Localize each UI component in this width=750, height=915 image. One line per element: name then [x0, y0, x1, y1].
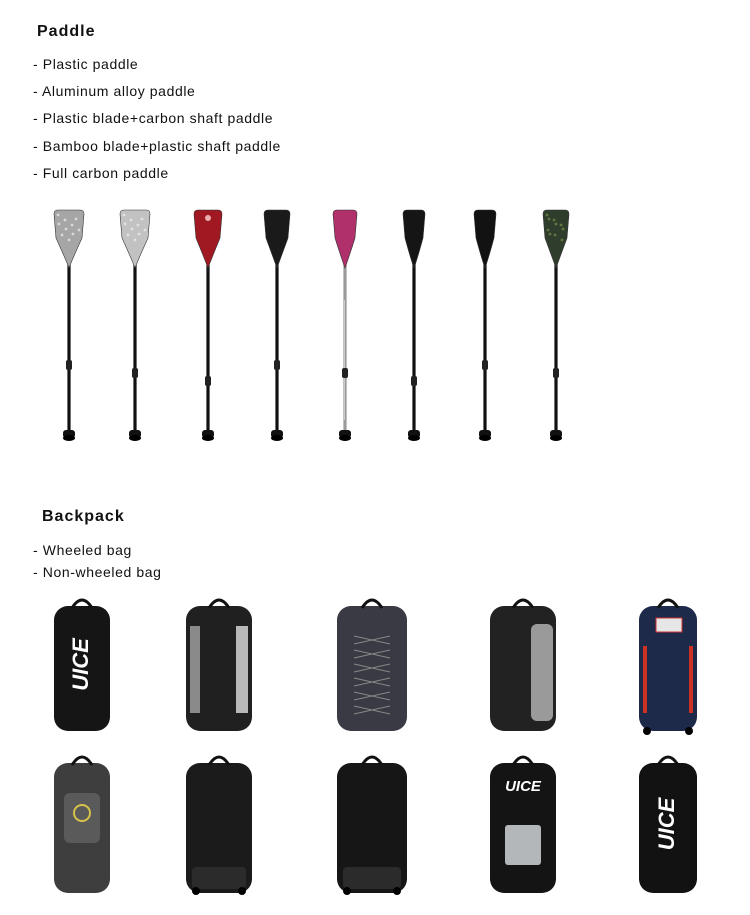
paddle-red-icon: [194, 210, 222, 441]
paddle-type-item: - Aluminum alloy paddle: [33, 83, 196, 100]
paddle-black-narrow-icon: [403, 210, 425, 441]
paddle-pink-icon: [333, 210, 357, 441]
paddle-black-icon: [264, 210, 290, 441]
backpack-black-gray-icon: [186, 600, 252, 731]
backpack-type-item: - Wheeled bag: [33, 542, 132, 558]
backpack-dark-gray-laced-icon: [337, 600, 407, 731]
paddle-type-item: - Plastic paddle: [33, 56, 139, 72]
backpack-black-uice-icon: [54, 600, 110, 731]
paddle-gray-camo-icon: [54, 210, 84, 441]
backpack-black-uice-side-icon: [639, 757, 697, 893]
backpack-gray-logo-icon: [54, 757, 110, 893]
paddle-type-item: - Plastic blade+carbon shaft paddle: [33, 110, 274, 127]
backpack-section-heading: Backpack: [42, 508, 125, 525]
backpack-type-item: - Non-wheeled bag: [33, 564, 162, 580]
paddle-white-camo-icon: [120, 210, 150, 441]
backpack-black-rolling-icon: [337, 757, 407, 895]
backpack-navy-red-wheeled-icon: [639, 600, 697, 735]
paddle-type-item: - Bamboo blade+plastic shaft paddle: [33, 137, 281, 154]
bag-brand-print: UICE: [654, 797, 679, 851]
backpack-black-gray-panel-icon: [490, 600, 556, 731]
backpack-black-wheeled-icon: [186, 757, 252, 895]
backpack-black-uice-window-icon: [490, 757, 556, 893]
paddle-green-camo-icon: [543, 210, 569, 441]
paddle-black-uice-icon: [474, 210, 496, 441]
bag-brand-print: UICE: [505, 778, 541, 795]
paddle-section-heading: Paddle: [37, 23, 96, 40]
bag-brand-print: UICE: [68, 638, 93, 691]
paddle-type-item: - Full carbon paddle: [33, 164, 169, 181]
